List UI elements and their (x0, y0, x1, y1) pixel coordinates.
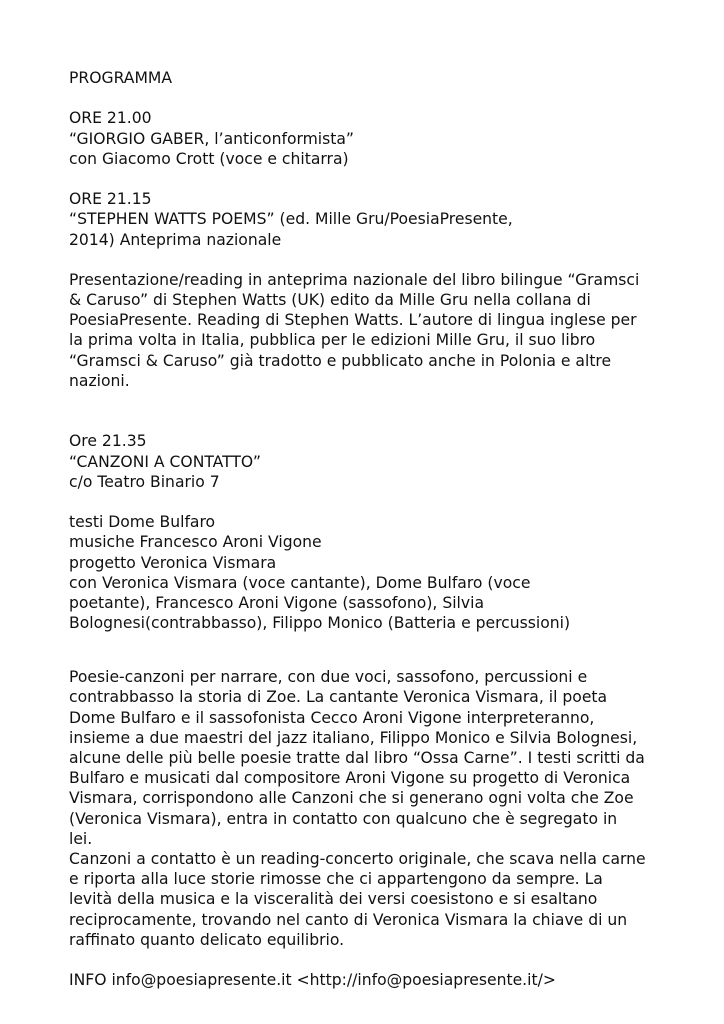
event-title: “GIORGIO GABER, l’anticonformista” (69, 129, 355, 148)
description-line: alcune delle più belle poesie tratte dal libro “Ossa Carne”. I testi scritti da (69, 749, 645, 768)
event-time: Ore 21.35 (69, 432, 147, 451)
credits-line: testi Dome Bulfaro (69, 513, 216, 532)
description-line: (Veronica Vismara), entra in contatto con qualcuno che è segregato in (69, 809, 618, 828)
event-title: “CANZONI A CONTATTO” (69, 452, 261, 471)
event-time: ORE 21.15 (69, 190, 152, 209)
description-line: & Caruso” di Stephen Watts (UK) edito da Mille Gru nella collana di (69, 291, 591, 310)
event-gaber (69, 108, 709, 169)
credits-line: musiche Francesco Aroni Vigone (69, 533, 322, 552)
description-line: Canzoni a contatto è un reading-concerto originale, che scava nella carne (69, 849, 646, 868)
description-line: insieme a due maestri del jazz italiano, Filippo Monico e Silvia Bolognesi, (69, 728, 638, 747)
event-performer: con Giacomo Crott (voce e chitarra) (69, 149, 349, 168)
description-line: levità della musica e la visceralità dei versi coesistono e si esaltano (69, 890, 598, 909)
description-line: Vismara, corrispondono alle Canzoni che si generano ogni volta che Zoe (69, 789, 634, 808)
description-line: e riporta alla luce storie rimosse che ci appartengono da sempre. La (69, 870, 603, 889)
event-canzoni (69, 431, 709, 950)
event-title-line: “STEPHEN WATTS POEMS” (ed. Mille Gru/PoesiaPresente, (69, 210, 513, 229)
event-title-line: 2014) Anteprima nazionale (69, 230, 282, 249)
description-line: raffinato quanto delicato equilibrio. (69, 930, 345, 949)
description-line: la prima volta in Italia, pubblica per le edizioni Mille Gru, il suo libro (69, 331, 596, 350)
credits-line: poetante), Francesco Aroni Vigone (sassofono), Silvia (69, 593, 485, 612)
event-venue: c/o Teatro Binario 7 (69, 472, 220, 491)
description-line: nazioni. (69, 371, 130, 390)
credits-line: Bolognesi(contrabbasso), Filippo Monico (Batteria e percussioni) (69, 614, 571, 633)
event-watts (69, 189, 709, 391)
description-line: Dome Bulfaro e il sassofonista Cecco Aroni Vigone interpreteranno, (69, 708, 595, 727)
description-line: “Gramsci & Caruso” già tradotto e pubblicato anche in Polonia e altre (69, 351, 612, 370)
description-line: contrabbasso la storia di Zoe. La cantante Veronica Vismara, il poeta (69, 688, 608, 707)
description-line: Bulfaro e musicati dal compositore Aroni Vigone su progetto di Veronica (69, 769, 631, 788)
description-line: Presentazione/reading in anteprima nazionale del libro bilingue “Gramsci (69, 270, 640, 289)
credits-line: con Veronica Vismara (voce cantante), Dome Bulfaro (voce (69, 573, 531, 592)
credits-line: progetto Veronica Vismara (69, 553, 277, 572)
description-line: lei. (69, 829, 93, 848)
info-contact: INFO info@poesiapresente.it <http://info@poesiapresente.it/> (69, 971, 556, 990)
event-time: ORE 21.00 (69, 109, 152, 128)
description-line: Poesie-canzoni per narrare, con due voci, sassofono, percussioni e (69, 668, 588, 687)
programme-heading: PROGRAMMA (69, 69, 173, 87)
description-line: PoesiaPresente. Reading di Stephen Watts. L’autore di lingua inglese per (69, 311, 637, 330)
description-line: reciprocamente, trovando nel canto di Veronica Vismara la chiave di un (69, 910, 628, 929)
document-page (69, 68, 709, 990)
